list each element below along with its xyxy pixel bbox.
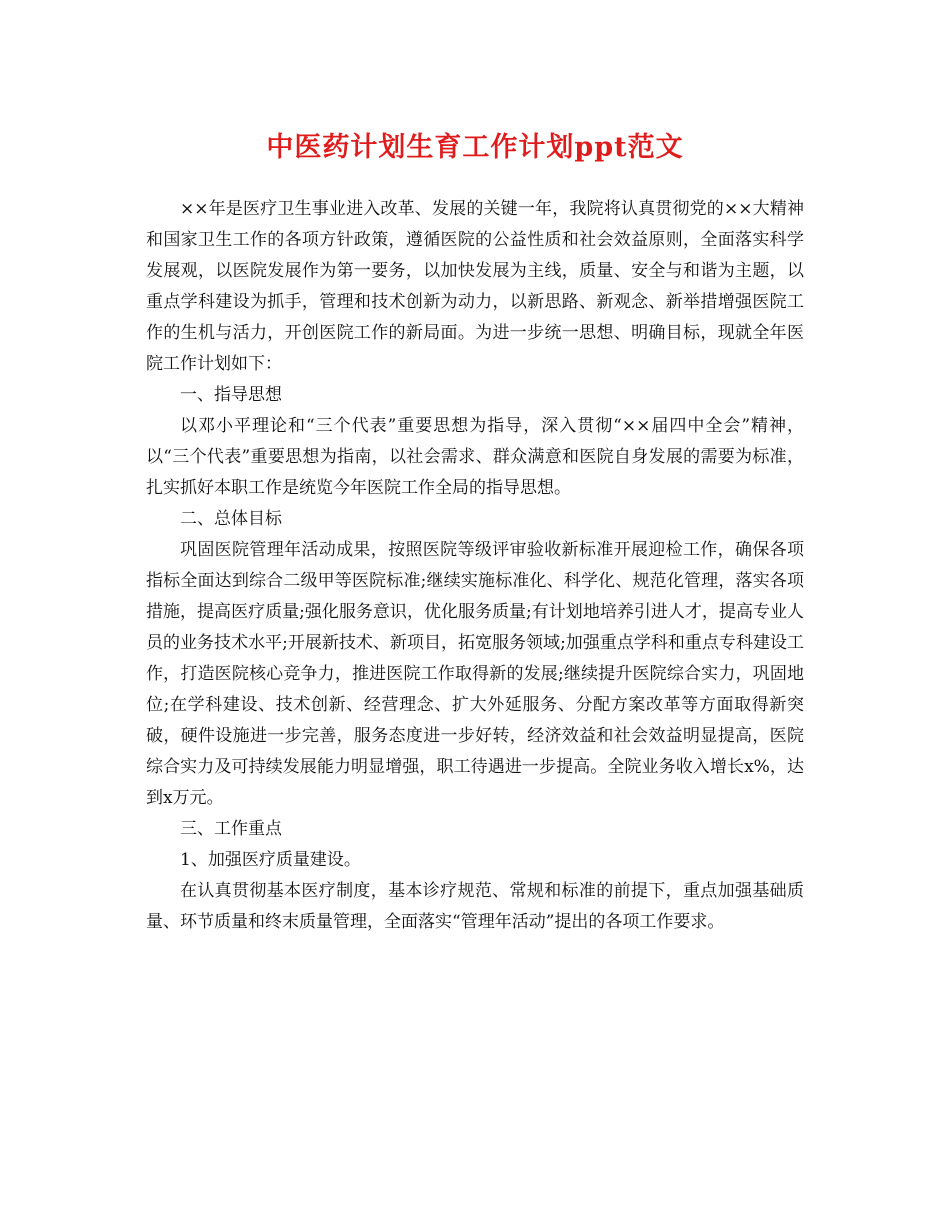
paragraph-medical-quality: 在认真贯彻基本医疗制度，基本诊疗规范、常规和标准的前提下，重点加强基础质量、环节质量和终末质量管理，全面落实“管理年活动”提出的各项工作要求。 [146,881,804,932]
document-body [146,194,804,938]
subheading-medical-quality: 1、加强医疗质量建设。 [180,850,361,870]
paragraph-overall-goals: 巩固医院管理年活动成果，按照医院等级评审验收新标准开展迎检工作，确保各项指标全面达到综合二级甲等医院标准;继续实施标准化、科学化、规范化管理，落实各项措施，提高医疗质量;强化服务意识，优化服务质量;有计划地培养引进人才，提高专业人员的业务技术水平;开展新技术、新项目，拓宽服务领域;加强重点学科和重点专科建设工作，打造医院核心竞争力，推进医院工作取得新的发展;继续提升医院综合实力，巩固地位;在学科建设、技术创新、经营理念、扩大外延服务、分配方案改革等方面取得新突破，硬件设施进一步完善，服务态度进一步好转，经济效益和社会效益明显提高，医院综合实力及可持续发展能力明显增强，职工待遇进一步提高。全院业务收入增长x%，达到x万元。 [146,540,804,808]
document-title: 中医药计划生育工作计划ppt范文 [266,132,684,163]
paragraph-guiding-ideology: 以邓小平理论和“三个代表”重要思想为指导，深入贯彻“××届四中全会”精神，以“三个代表”重要思想为指南，以社会需求、群众满意和医院自身发展的需要为标准，扎实抓好本职工作是统览今年医院工作全局的指导思想。 [146,416,804,498]
section-heading-guiding-ideology: 一、指导思想 [180,385,282,405]
section-heading-overall-goals: 二、总体目标 [180,509,282,529]
section-heading-work-focus: 三、工作重点 [180,819,282,839]
paragraph-intro: ××年是医疗卫生事业进入改革、发展的关键一年，我院将认真贯彻党的××大精神和国家卫生工作的各项方针政策，遵循医院的公益性质和社会效益原则，全面落实科学发展观，以医院发展作为第一要务，以加快发展为主线，质量、安全与和谐为主题，以重点学科建设为抓手，管理和技术创新为动力，以新思路、新观念、新举措增强医院工作的生机与活力，开创医院工作的新局面。为进一步统一思想、明确目标，现就全年医院工作计划如下： [146,199,804,374]
